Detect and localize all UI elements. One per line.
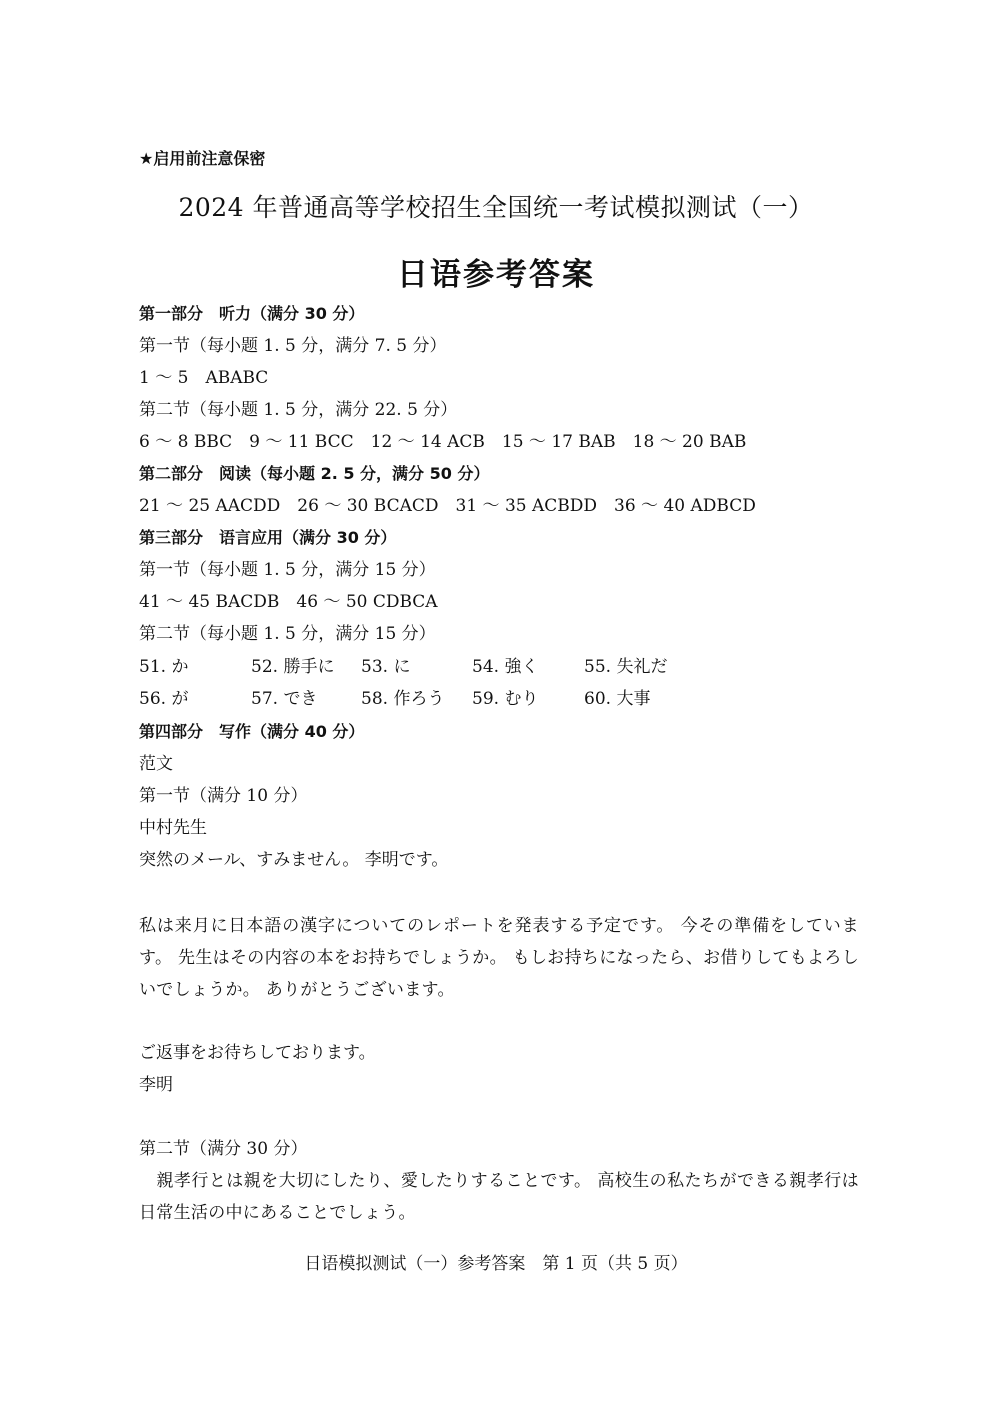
part3-section1-heading: 第一节（每小题 1. 5 分，满分 15 分） [139,560,436,580]
part2-answers: 21 ～ 25 AACDD 26 ～ 30 BCACD 31 ～ 35 ACBDD 36 ～ 40 ADBCD [139,496,756,516]
fill-answer: 51. か [139,657,189,677]
part3-section1-answers: 41 ～ 45 BACDB 46 ～ 50 CDBCA [139,592,438,612]
fill-answer: 56. が [139,689,189,709]
fill-answer: 57. でき [251,689,318,709]
fill-answer: 59. むり [472,689,539,709]
exam-title: 2024 年普通高等学校招生全国统一考试模拟测试（一） [178,193,814,222]
part1-section2-heading: 第二节（每小题 1. 5 分，满分 22. 5 分） [139,400,458,420]
part1-section2-answers: 6 ～ 8 BBC 9 ～ 11 BCC 12 ～ 14 ACB 15 ～ 17 BAB 18 ～ 20 BAB [139,432,747,452]
letter-signature: 李明 [139,1075,173,1095]
part3-section2-heading: 第二节（每小题 1. 5 分，满分 15 分） [139,624,436,644]
sample-label: 范文 [139,754,173,774]
part4-section1-heading: 第一节（满分 10 分） [139,786,308,806]
letter-closing: ご返事をお待ちしております。 [139,1043,376,1063]
fill-answer: 52. 勝手に [251,657,335,677]
part4-section2-heading: 第二节（满分 30 分） [139,1139,308,1159]
fill-answers-row-2 [139,688,859,710]
essay-opening: 親孝行とは親を大切にしたり、愛したりすることです。 高校生の私たちができる親孝行は日常生活の中にあることでしょう。 [139,1171,859,1223]
confidential-notice: ★启用前注意保密 [139,149,266,168]
letter-greeting: 中村先生 [139,818,207,838]
page-footer: 日语模拟测试（一）参考答案 第 1 页（共 5 页） [304,1254,688,1274]
part4-heading: 第四部分 写作（满分 40 分） [139,722,365,741]
letter-intro: 突然のメール、すみません。 李明です。 [139,850,449,870]
fill-answer: 53. に [361,657,411,677]
document-title: 日语参考答案 [397,257,595,293]
part3-heading: 第三部分 语言应用（满分 30 分） [139,528,397,547]
fill-answer: 60. 大事 [584,689,651,709]
part1-section1-heading: 第一节（每小题 1. 5 分，满分 7. 5 分） [139,336,447,356]
fill-answer: 55. 失礼だ [584,657,668,677]
fill-answer: 54. 強く [472,657,539,677]
part1-heading: 第一部分 听力（满分 30 分） [139,304,365,323]
fill-answer: 58. 作ろう [361,689,445,709]
letter-body: 私は来月に日本語の漢字についてのレポートを発表する予定です。 今その準備をしています。 先生はその内容の本をお持ちでしょうか。 もしお持ちになったら、お借りしてもよろしいでしょうか。 ありがとうございます。 [139,916,859,1000]
fill-answers-row-1 [139,656,859,678]
part2-heading: 第二部分 阅读（每小题 2. 5 分，满分 50 分） [139,464,490,483]
part1-section1-answers: 1 ～ 5 ABABC [139,368,269,388]
